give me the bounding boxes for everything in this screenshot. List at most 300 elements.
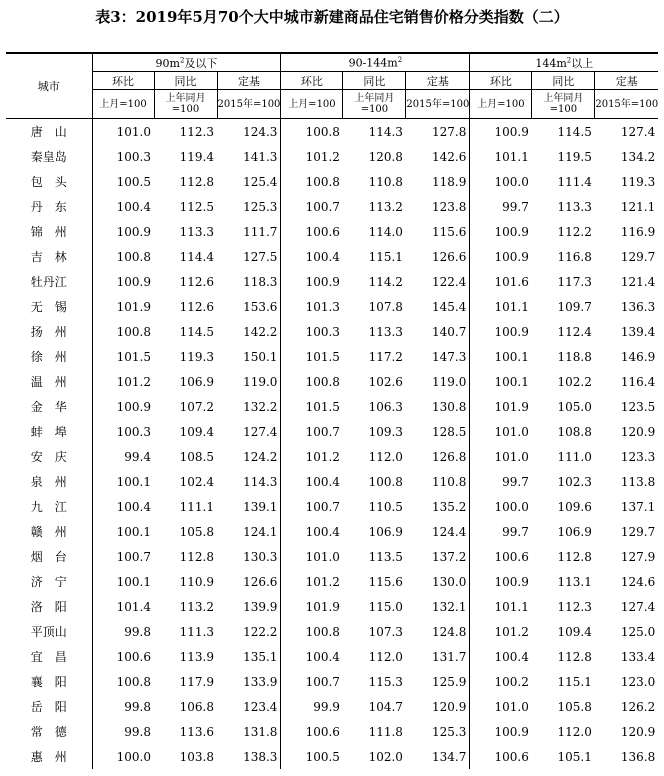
value-cell: 124.4 [406, 519, 470, 544]
value-cell: 100.4 [305, 649, 340, 664]
value-cell: 113.3 [368, 324, 403, 339]
value-cell: 123.0 [620, 674, 656, 689]
group-header-medium: $90-144m^2$ [281, 53, 470, 72]
value-cell: 126.2 [620, 699, 656, 714]
value-cell: 112.8 [557, 549, 592, 564]
value-cell: 112.8 [557, 649, 592, 664]
value-cell: 107.3 [368, 624, 403, 639]
city-cell: 襄 阳 [6, 669, 92, 694]
value-cell: 124.3 [217, 119, 281, 145]
table-row [6, 244, 658, 269]
city-cell: 赣 州 [6, 519, 92, 544]
col-header-yoy: 同比 [343, 72, 406, 90]
city-cell: 蚌 埠 [6, 419, 92, 444]
value-cell: 128.5 [406, 419, 470, 444]
table-row [6, 294, 658, 319]
city-cell: 济 宁 [6, 569, 92, 594]
value-cell: 112.0 [368, 649, 403, 664]
value-cell: 101.3 [305, 299, 340, 314]
col-header-yoy: 同比 [532, 72, 595, 90]
table-row [6, 344, 658, 369]
value-cell: 123.8 [406, 194, 470, 219]
value-cell: 100.9 [494, 724, 529, 739]
col-header-fixed: 定基 [217, 72, 281, 90]
value-cell: 101.0 [494, 449, 529, 464]
value-cell: 100.1 [116, 574, 151, 589]
value-cell: 106.9 [557, 524, 592, 539]
value-cell: 130.8 [406, 394, 470, 419]
value-cell: 100.8 [116, 324, 151, 339]
value-cell: 126.6 [217, 569, 281, 594]
value-cell: 119.0 [406, 369, 470, 394]
value-cell: 100.1 [494, 374, 529, 389]
city-cell: 锦 州 [6, 219, 92, 244]
value-cell: 138.3 [217, 744, 281, 769]
value-cell: 111.4 [557, 174, 592, 189]
value-cell: 100.4 [116, 499, 151, 514]
table-row [6, 669, 658, 694]
value-cell: 100.0 [494, 174, 529, 189]
value-cell: 101.2 [305, 149, 340, 164]
value-cell: 100.5 [116, 174, 151, 189]
base-header-mom: 上月=100 [281, 90, 343, 119]
value-cell: 100.7 [305, 424, 340, 439]
value-cell: 100.9 [494, 574, 529, 589]
value-cell: 100.7 [305, 674, 340, 689]
city-header: 城市 [6, 53, 92, 119]
value-cell: 101.5 [305, 399, 340, 414]
value-cell: 105.1 [557, 749, 592, 764]
value-cell: 142.2 [217, 319, 281, 344]
value-cell: 127.4 [620, 599, 656, 614]
value-cell: 112.4 [557, 324, 592, 339]
table-row [6, 144, 658, 169]
value-cell: 100.6 [494, 749, 529, 764]
value-cell: 113.9 [179, 649, 214, 664]
value-cell: 109.4 [179, 424, 214, 439]
value-cell: 114.3 [368, 124, 403, 139]
value-cell: 125.9 [406, 669, 470, 694]
value-cell: 118.3 [217, 269, 281, 294]
city-cell: 唐 山 [6, 119, 92, 145]
value-cell: 121.1 [620, 199, 656, 214]
value-cell: 112.8 [179, 174, 214, 189]
value-cell: 116.4 [620, 374, 656, 389]
city-cell: 丹 东 [6, 194, 92, 219]
value-cell: 123.3 [620, 449, 656, 464]
value-cell: 139.9 [217, 594, 281, 619]
value-cell: 101.9 [494, 399, 529, 414]
value-cell: 120.9 [620, 424, 656, 439]
value-cell: 101.0 [116, 124, 151, 139]
value-cell: 108.5 [179, 449, 214, 464]
value-cell: 101.4 [116, 599, 151, 614]
value-cell: 111.0 [557, 449, 592, 464]
value-cell: 100.8 [305, 624, 340, 639]
value-cell: 112.5 [179, 199, 214, 214]
value-cell: 101.5 [305, 349, 340, 364]
col-header-fixed: 定基 [595, 72, 658, 90]
value-cell: 113.8 [620, 474, 656, 489]
value-cell: 129.7 [620, 249, 656, 264]
value-cell: 111.1 [179, 499, 214, 514]
table-row [6, 594, 658, 619]
value-cell: 106.9 [179, 374, 214, 389]
city-cell: 宜 昌 [6, 644, 92, 669]
base-header-fixed: 2015年=100 [406, 90, 470, 119]
value-cell: 100.5 [305, 749, 340, 764]
value-cell: 113.5 [368, 549, 403, 564]
value-cell: 107.8 [368, 299, 403, 314]
value-cell: 99.7 [502, 474, 529, 489]
value-cell: 100.3 [116, 149, 151, 164]
value-cell: 99.4 [124, 449, 151, 464]
value-cell: 112.0 [557, 724, 592, 739]
value-cell: 108.8 [557, 424, 592, 439]
city-cell: 九 江 [6, 494, 92, 519]
value-cell: 120.8 [368, 149, 403, 164]
value-cell: 102.2 [557, 374, 592, 389]
col-header-fixed: 定基 [406, 72, 470, 90]
city-cell: 吉 林 [6, 244, 92, 269]
value-cell: 124.2 [217, 444, 281, 469]
city-cell: 徐 州 [6, 344, 92, 369]
city-cell: 惠 州 [6, 744, 92, 769]
city-cell: 常 德 [6, 719, 92, 744]
value-cell: 131.8 [217, 719, 281, 744]
table-row [6, 494, 658, 519]
value-cell: 101.5 [116, 349, 151, 364]
table-title: 表3：2019年5月70个大中城市新建商品住宅销售价格分类指数（二） [95, 8, 569, 26]
value-cell: 109.6 [557, 499, 592, 514]
value-cell: 137.1 [620, 499, 656, 514]
value-cell: 101.0 [494, 424, 529, 439]
value-cell: 136.8 [620, 749, 656, 764]
value-cell: 117.9 [179, 674, 214, 689]
value-cell: 114.4 [179, 249, 214, 264]
value-cell: 115.1 [557, 674, 592, 689]
value-cell: 101.0 [494, 699, 529, 714]
value-cell: 140.7 [406, 319, 470, 344]
value-cell: 117.3 [557, 274, 592, 289]
value-cell: 101.2 [305, 449, 340, 464]
table-row [6, 269, 658, 294]
col-header-yoy: 同比 [154, 72, 217, 90]
value-cell: 133.4 [620, 649, 656, 664]
group-header-small: $90m^2$及以下 [92, 53, 281, 72]
value-cell: 126.6 [406, 244, 470, 269]
value-cell: 127.4 [620, 124, 656, 139]
value-cell: 106.8 [179, 699, 214, 714]
value-cell: 100.4 [116, 199, 151, 214]
value-cell: 99.8 [124, 724, 151, 739]
value-cell: 132.1 [406, 594, 470, 619]
value-cell: 111.8 [368, 724, 403, 739]
value-cell: 111.7 [217, 219, 281, 244]
value-cell: 100.9 [116, 399, 151, 414]
table-row [6, 444, 658, 469]
value-cell: 105.0 [557, 399, 592, 414]
value-cell: 115.6 [368, 574, 403, 589]
value-cell: 115.1 [368, 249, 403, 264]
value-cell: 122.2 [217, 619, 281, 644]
table-row [6, 394, 658, 419]
value-cell: 142.6 [406, 144, 470, 169]
value-cell: 124.1 [217, 519, 281, 544]
value-cell: 113.3 [179, 224, 214, 239]
value-cell: 124.6 [620, 574, 656, 589]
value-cell: 100.4 [305, 249, 340, 264]
value-cell: 114.5 [179, 324, 214, 339]
value-cell: 113.2 [368, 199, 403, 214]
table-row [6, 519, 658, 544]
table-row [6, 744, 658, 769]
value-cell: 100.4 [305, 524, 340, 539]
value-cell: 101.1 [494, 599, 529, 614]
value-cell: 114.2 [368, 274, 403, 289]
value-cell: 130.0 [406, 569, 470, 594]
value-cell: 100.7 [116, 549, 151, 564]
value-cell: 119.5 [557, 149, 592, 164]
table-row [6, 619, 658, 644]
value-cell: 100.4 [305, 474, 340, 489]
value-cell: 100.3 [116, 424, 151, 439]
city-cell: 岳 阳 [6, 694, 92, 719]
city-cell: 扬 州 [6, 319, 92, 344]
value-cell: 102.6 [368, 374, 403, 389]
value-cell: 120.9 [620, 724, 656, 739]
value-cell: 130.3 [217, 544, 281, 569]
value-cell: 100.8 [305, 374, 340, 389]
base-header-yoy: 上年同月=100 [154, 90, 217, 119]
value-cell: 127.9 [620, 549, 656, 564]
value-cell: 100.3 [305, 324, 340, 339]
value-cell: 126.8 [406, 444, 470, 469]
value-cell: 132.2 [217, 394, 281, 419]
base-header-fixed: 2015年=100 [217, 90, 281, 119]
value-cell: 105.8 [179, 524, 214, 539]
group-header-large: $144m^2$以上 [470, 53, 658, 72]
value-cell: 147.3 [406, 344, 470, 369]
city-cell: 烟 台 [6, 544, 92, 569]
table-row [6, 194, 658, 219]
value-cell: 146.9 [620, 349, 656, 364]
table-row [6, 569, 658, 594]
value-cell: 100.4 [494, 649, 529, 664]
value-cell: 135.2 [406, 494, 470, 519]
value-cell: 100.9 [494, 249, 529, 264]
value-cell: 105.8 [557, 699, 592, 714]
value-cell: 117.2 [368, 349, 403, 364]
value-cell: 123.5 [620, 399, 656, 414]
value-cell: 127.8 [406, 119, 470, 145]
value-cell: 121.4 [620, 274, 656, 289]
value-cell: 127.5 [217, 244, 281, 269]
table-row [6, 544, 658, 569]
value-cell: 119.3 [620, 174, 656, 189]
base-header-mom: 上月=100 [470, 90, 532, 119]
value-cell: 109.3 [368, 424, 403, 439]
value-cell: 101.6 [494, 274, 529, 289]
value-cell: 100.1 [116, 524, 151, 539]
value-cell: 118.9 [406, 169, 470, 194]
value-cell: 100.1 [494, 349, 529, 364]
value-cell: 114.3 [217, 469, 281, 494]
value-cell: 112.8 [179, 549, 214, 564]
value-cell: 114.0 [368, 224, 403, 239]
value-cell: 100.0 [494, 499, 529, 514]
value-cell: 113.3 [557, 199, 592, 214]
value-cell: 99.8 [124, 699, 151, 714]
value-cell: 113.6 [179, 724, 214, 739]
value-cell: 100.1 [116, 474, 151, 489]
value-cell: 102.3 [557, 474, 592, 489]
value-cell: 106.3 [368, 399, 403, 414]
value-cell: 134.2 [620, 149, 656, 164]
city-cell: 金 华 [6, 394, 92, 419]
col-header-mom: 环比 [92, 72, 154, 90]
value-cell: 101.2 [116, 374, 151, 389]
base-header-yoy: 上年同月=100 [343, 90, 406, 119]
table-row [6, 369, 658, 394]
price-index-table [6, 52, 658, 769]
value-cell: 139.1 [217, 494, 281, 519]
value-cell: 100.7 [305, 199, 340, 214]
value-cell: 101.9 [305, 599, 340, 614]
value-cell: 100.8 [116, 249, 151, 264]
value-cell: 100.8 [368, 474, 403, 489]
table-row [6, 319, 658, 344]
value-cell: 100.8 [305, 124, 340, 139]
value-cell: 115.3 [368, 674, 403, 689]
table-row [6, 119, 658, 145]
value-cell: 120.9 [406, 694, 470, 719]
value-cell: 145.4 [406, 294, 470, 319]
value-cell: 127.4 [217, 419, 281, 444]
value-cell: 122.4 [406, 269, 470, 294]
value-cell: 99.7 [502, 524, 529, 539]
value-cell: 100.9 [116, 224, 151, 239]
value-cell: 101.2 [305, 574, 340, 589]
value-cell: 100.9 [494, 124, 529, 139]
value-cell: 153.6 [217, 294, 281, 319]
value-cell: 112.3 [179, 124, 214, 139]
table-row [6, 469, 658, 494]
value-cell: 125.3 [217, 194, 281, 219]
table-row [6, 419, 658, 444]
value-cell: 100.6 [116, 649, 151, 664]
value-cell: 111.3 [179, 624, 214, 639]
value-cell: 102.0 [368, 749, 403, 764]
value-cell: 100.6 [305, 724, 340, 739]
value-cell: 125.3 [406, 719, 470, 744]
value-cell: 112.3 [557, 599, 592, 614]
value-cell: 100.6 [305, 224, 340, 239]
table-row [6, 169, 658, 194]
city-cell: 温 州 [6, 369, 92, 394]
value-cell: 116.9 [620, 224, 656, 239]
value-cell: 113.2 [179, 599, 214, 614]
base-header-fixed: 2015年=100 [595, 90, 658, 119]
value-cell: 135.1 [217, 644, 281, 669]
value-cell: 107.2 [179, 399, 214, 414]
value-cell: 112.6 [179, 299, 214, 314]
value-cell: 115.6 [406, 219, 470, 244]
value-cell: 119.0 [217, 369, 281, 394]
base-header-yoy: 上年同月=100 [532, 90, 595, 119]
value-cell: 129.7 [620, 524, 656, 539]
value-cell: 139.4 [620, 324, 656, 339]
table-row [6, 219, 658, 244]
value-cell: 133.9 [217, 669, 281, 694]
value-cell: 116.8 [557, 249, 592, 264]
value-cell: 100.9 [494, 224, 529, 239]
city-cell: 无 锡 [6, 294, 92, 319]
value-cell: 104.7 [368, 699, 403, 714]
value-cell: 131.7 [406, 644, 470, 669]
value-cell: 112.6 [179, 274, 214, 289]
city-cell: 秦皇岛 [6, 144, 92, 169]
value-cell: 112.0 [368, 449, 403, 464]
value-cell: 100.7 [305, 499, 340, 514]
value-cell: 99.9 [313, 699, 340, 714]
value-cell: 119.3 [179, 349, 214, 364]
value-cell: 101.2 [494, 624, 529, 639]
value-cell: 137.2 [406, 544, 470, 569]
value-cell: 136.3 [620, 299, 656, 314]
value-cell: 113.1 [557, 574, 592, 589]
city-cell: 安 庆 [6, 444, 92, 469]
value-cell: 101.9 [116, 299, 151, 314]
value-cell: 99.7 [502, 199, 529, 214]
value-cell: 101.1 [494, 299, 529, 314]
col-header-mom: 环比 [281, 72, 343, 90]
value-cell: 109.7 [557, 299, 592, 314]
value-cell: 99.8 [124, 624, 151, 639]
value-cell: 118.8 [557, 349, 592, 364]
value-cell: 110.8 [406, 469, 470, 494]
value-cell: 110.5 [368, 499, 403, 514]
value-cell: 100.9 [305, 274, 340, 289]
value-cell: 101.1 [494, 149, 529, 164]
city-cell: 洛 阳 [6, 594, 92, 619]
value-cell: 141.3 [217, 144, 281, 169]
value-cell: 100.8 [305, 174, 340, 189]
value-cell: 103.8 [179, 749, 214, 764]
value-cell: 125.4 [217, 169, 281, 194]
value-cell: 100.0 [116, 749, 151, 764]
value-cell: 134.7 [406, 744, 470, 769]
value-cell: 125.0 [620, 624, 656, 639]
value-cell: 100.2 [494, 674, 529, 689]
table-row [6, 694, 658, 719]
city-cell: 牡丹江 [6, 269, 92, 294]
value-cell: 106.9 [368, 524, 403, 539]
value-cell: 150.1 [217, 344, 281, 369]
city-cell: 平顶山 [6, 619, 92, 644]
table-row [6, 644, 658, 669]
value-cell: 112.2 [557, 224, 592, 239]
value-cell: 102.4 [179, 474, 214, 489]
city-cell: 泉 州 [6, 469, 92, 494]
value-cell: 119.4 [179, 149, 214, 164]
value-cell: 100.9 [494, 324, 529, 339]
value-cell: 115.0 [368, 599, 403, 614]
value-cell: 100.9 [116, 274, 151, 289]
table-row [6, 719, 658, 744]
value-cell: 109.4 [557, 624, 592, 639]
value-cell: 110.9 [179, 574, 214, 589]
